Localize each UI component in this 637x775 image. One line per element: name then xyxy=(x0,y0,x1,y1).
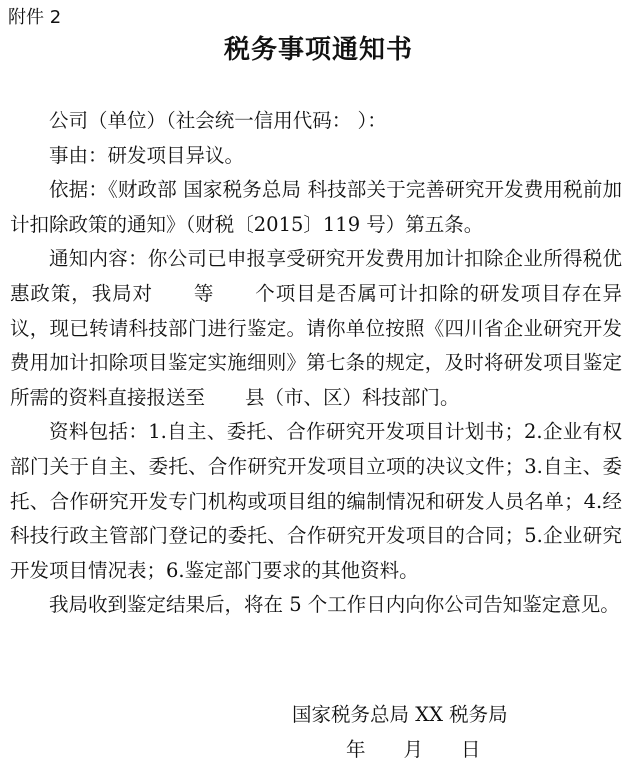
basis-paragraph: 依据：《财政部 国家税务总局 科技部关于完善研究开发费用税前加计扣除政策的通知》（财税〔2015〕119 号）第五条。 xyxy=(10,178,622,236)
closing-paragraph: 我局收到鉴定结果后，将在 5 个工作日内向你公司告知鉴定意见。 xyxy=(49,593,620,617)
notice-text-2: 等 xyxy=(192,281,215,305)
issue-date xyxy=(346,738,481,762)
salutation-line: 公司（单位）（社会统一信用代码： ）： xyxy=(49,109,387,132)
notice-text-1: 通知内容：你公司已申报享受研究开发费用加计扣除企业所得税优惠政策，我局对 xyxy=(10,247,622,305)
notice-paragraph xyxy=(10,242,622,415)
notice-body xyxy=(10,104,622,623)
date-year: 年 xyxy=(346,738,366,761)
materials-paragraph: 资料包括：1.自主、委托、合作研究开发项目计划书；2.企业有权部门关于自主、委托、合作研究开发项目立项的决议文件；3.自主、委托、合作研究开发专门机构或项目组的编制情况和研发人员名单；4.经科技行政主管部门登记的委托、合作研究开发项目的合同；5.企业研究开发项目情况表；6.鉴定部门要求的其他资料。 xyxy=(10,420,622,582)
notice-text-4: 县（市、区）科技部门。 xyxy=(245,385,460,409)
subject-line: 事由：研发项目异议。 xyxy=(49,143,245,167)
attachment-label: 附件 2 xyxy=(8,7,62,28)
issuer-signature: 国家税务总局 XX 税务局 xyxy=(292,703,508,726)
document-title: 税务事项通知书 xyxy=(223,35,413,65)
date-day: 日 xyxy=(461,738,481,761)
notice-text-3: 个项目是否属可计扣除的研发项目存在异议，现已转请科技部门进行鉴定。请你单位按照《四川省企业研究开发费用加计扣除项目鉴定实施细则》第七条的规定，及时将研发项目鉴定所需的资料直接报送至 xyxy=(10,281,622,409)
date-month: 月 xyxy=(403,738,424,761)
